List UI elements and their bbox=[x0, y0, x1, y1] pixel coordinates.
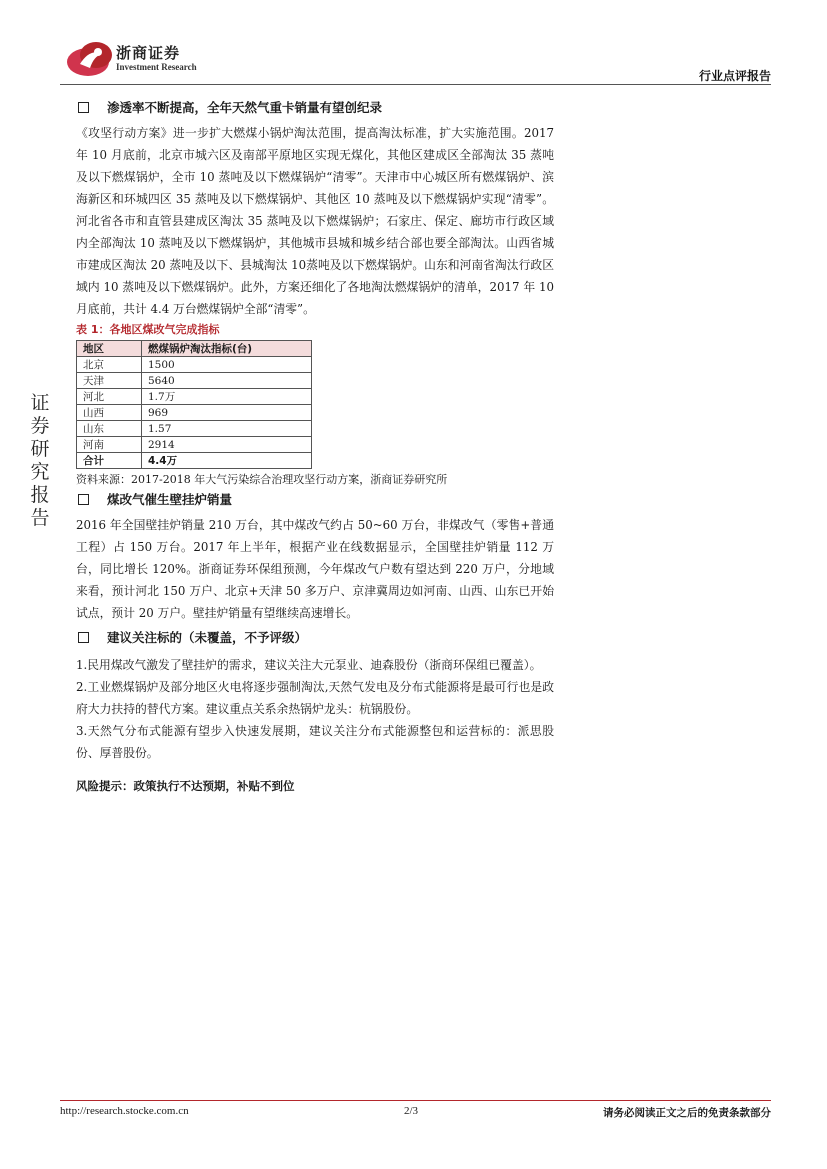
section-heading-2 bbox=[76, 488, 554, 510]
table-header-row bbox=[77, 341, 312, 357]
brand bbox=[116, 44, 197, 72]
section-paragraph: 2016 年全国壁挂炉销量 210 万台，其中煤改气约占 50~60 万台，非煤改气（零售+普通工程）占 150 万台。2017 年上半年，根据产业在线数据显示，全国壁挂炉销量 112 万台，同比增长 120%。浙商证券环保组预测，今年煤改气户数有望达到 220 万户，分地域来看，预计河北 150 万户、北京+天津 50 多万户、京津冀周边如河南、山西、山东已开始试点，预计 20 万户。壁挂炉销量有望继续高速增长。 bbox=[76, 518, 554, 620]
brand-name-cn: 浙商证券 bbox=[116, 44, 181, 62]
section-title: 建议关注标的（未覆盖，不予评级） bbox=[107, 630, 308, 645]
table-cell: 河南 bbox=[77, 437, 142, 453]
brand-name-en: Investment Research bbox=[116, 62, 197, 72]
table-row bbox=[77, 405, 312, 421]
table-cell: 5640 bbox=[142, 373, 312, 389]
table-header-cell: 燃煤锅炉淘汰指标(台) bbox=[142, 341, 312, 357]
brand-logo bbox=[66, 40, 114, 78]
table-cell: 山东 bbox=[77, 421, 142, 437]
table-cell: 河北 bbox=[77, 389, 142, 405]
section-title: 渗透率不断提高，全年天然气重卡销量有望创纪录 bbox=[107, 100, 383, 115]
bullet-box-icon bbox=[78, 632, 89, 643]
table-row bbox=[77, 389, 312, 405]
table-cell: 1.7万 bbox=[142, 389, 312, 405]
table-header-cell: 地区 bbox=[77, 341, 142, 357]
table-cell: 合计 bbox=[77, 453, 142, 469]
header-divider bbox=[60, 84, 771, 85]
table-source: 资料来源：2017-2018 年大气污染综合治理攻坚行动方案，浙商证券研究所 bbox=[76, 473, 448, 486]
section-heading-1 bbox=[76, 96, 554, 118]
table-cell: 2914 bbox=[142, 437, 312, 453]
table-cell: 1500 bbox=[142, 357, 312, 373]
footer-divider bbox=[60, 1100, 771, 1101]
section-paragraph: 《攻坚行动方案》进一步扩大燃煤小锅炉淘汰范围，提高淘汰标准，扩大实施范围。2017 年 10 月底前，北京市城六区及南部平原地区实现无煤化，其他区建成区全部淘汰 35 蒸吨及以下燃煤锅炉，全市 10 蒸吨及以下燃煤锅炉“清零”。天津市中心城区所有燃煤锅炉、滨海新区和环城四区 35 蒸吨及以下燃煤锅炉、其他区 10 蒸吨及以下燃煤锅炉实现“清零”。河北省各市和直管县建成区淘汰 35 蒸吨及以下燃煤锅炉；石家庄、保定、廊坊市行政区域内全部淘汰 10 蒸吨及以下燃煤锅炉，其他城市县城和城乡结合部也要全部淘汰。山西省城市建成区淘汰 20 蒸吨及以下、县城淘汰 10蒸吨及以下燃煤锅炉。山东和河南省淘汰行政区域内 10 蒸吨及以下燃煤锅炉。此外，方案还细化了各地淘汰燃煤锅炉的清单，2017 年 10 月底前，共计 4.4 万台燃煤锅炉全部“清零”。 bbox=[76, 126, 554, 316]
recommendation-item: 1.民用煤改气激发了壁挂炉的需求，建议关注大元泵业、迪森股份（浙商环保组已覆盖）。 bbox=[76, 658, 542, 672]
table-title: 表 1：各地区煤改气完成指标 bbox=[76, 323, 220, 336]
table-cell: 1.57 bbox=[142, 421, 312, 437]
table-cell: 北京 bbox=[77, 357, 142, 373]
data-table bbox=[76, 340, 312, 469]
table-row bbox=[77, 373, 312, 389]
page-number: 2/3 bbox=[404, 1105, 419, 1117]
table-cell: 天津 bbox=[77, 373, 142, 389]
table-row bbox=[77, 437, 312, 453]
section-heading-3 bbox=[76, 626, 554, 648]
table-total-row bbox=[77, 453, 312, 469]
main-content bbox=[76, 96, 554, 794]
side-label: 证券研究报告 bbox=[30, 392, 50, 529]
section-title: 煤改气催生壁挂炉销量 bbox=[107, 492, 233, 507]
bullet-box-icon bbox=[78, 494, 89, 505]
table-cell: 4.4万 bbox=[142, 453, 312, 469]
recommendation-item: 2.工业燃煤锅炉及部分地区火电将逐步强制淘汰,天然气发电及分布式能源将是最可行也是政府大力扶持的替代方案。建议重点关系余热锅炉龙头：杭锅股份。 bbox=[76, 680, 554, 716]
table-row bbox=[77, 357, 312, 373]
risk-warning: 风险提示：政策执行不达预期，补贴不到位 bbox=[76, 779, 295, 793]
table-cell: 山西 bbox=[77, 405, 142, 421]
recommendation-item: 3.天然气分布式能源有望步入快速发展期，建议关注分布式能源整包和运营标的：派思股份、厚普股份。 bbox=[76, 724, 554, 760]
footer-url-link[interactable]: http://research.stocke.com.cn bbox=[60, 1105, 189, 1117]
bullet-box-icon bbox=[78, 102, 89, 113]
report-type: 行业点评报告 bbox=[698, 69, 771, 83]
table-row bbox=[77, 421, 312, 437]
table-cell: 969 bbox=[142, 405, 312, 421]
footer-disclaimer: 请务必阅读正文之后的免责条款部分 bbox=[603, 1107, 771, 1119]
